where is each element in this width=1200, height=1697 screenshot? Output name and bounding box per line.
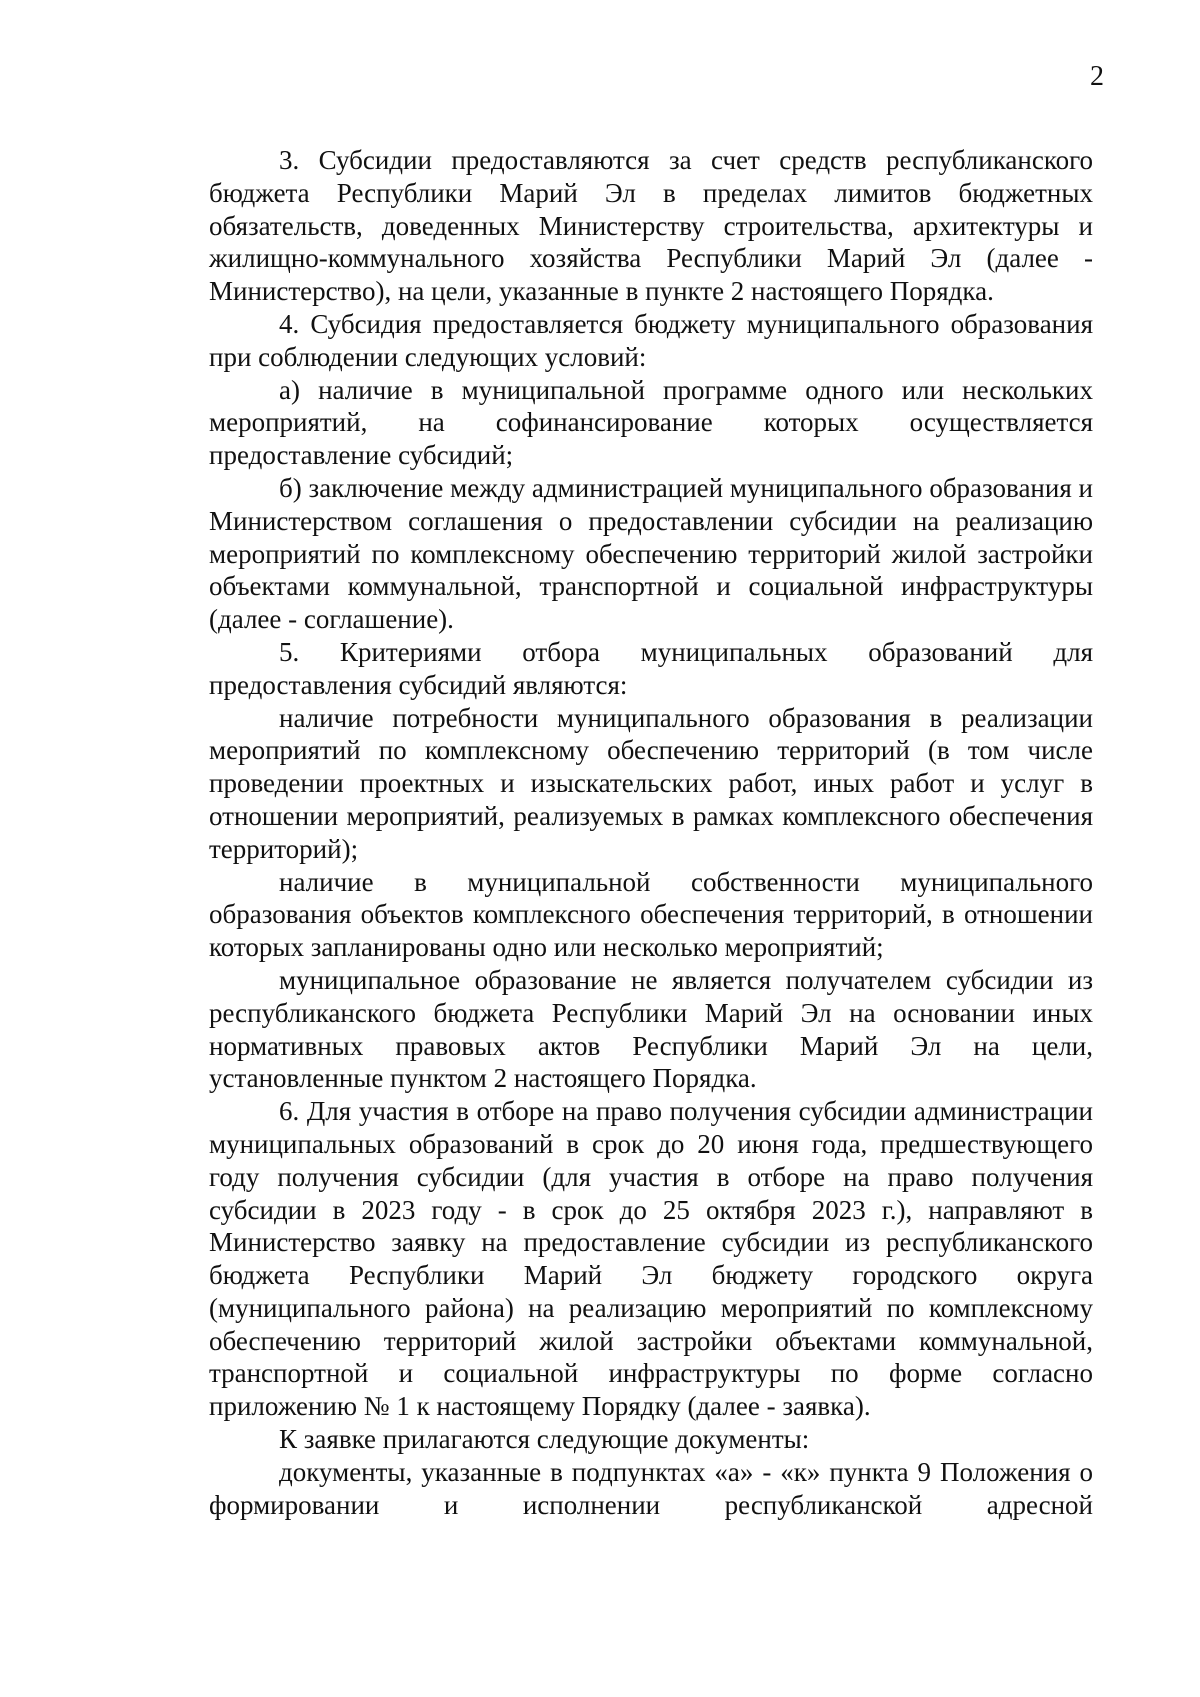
document-body (209, 144, 1093, 1521)
paragraph-6: 6. Для участия в отборе на право получения субсидии администрации муниципальных образований в срок до 20 июня года, предшествующего году получения субсидии (для участия в отборе на право получения субсидии в 2023 году - в срок до 25 октября 2023 г.), направляют в Министерство заявку на предоставление субсидии из республиканского бюджета Республики Марий Эл бюджету городского округа (муниципального района) на реализацию мероприятий по комплексному обеспечению территорий жилой застройки объектами коммунальной, транспортной и социальной инфраструктуры по форме согласно приложению № 1 к настоящему Порядку (далее - заявка). (209, 1096, 1093, 1422)
paragraph-4a: а) наличие в муниципальной программе одного или нескольких мероприятий, на софинансирование которых осуществляется предоставление субсидий; (209, 374, 1093, 471)
paragraph-3: 3. Субсидии предоставляются за счет средств республиканского бюджета Республики Марий Эл в пределах лимитов бюджетных обязательств, доведенных Министерству строительства, архитектуры и жилищно-коммунального хозяйства Республики Марий Эл (далее - Министерство), на цели, указанные в пункте 2 настоящего Порядка. (209, 145, 1093, 307)
paragraph-4b: б) заключение между администрацией муниципального образования и Министерством соглашения о предоставлении субсидии на реализацию мероприятий по комплексному обеспечению территорий жилой застройки объектами коммунальной, транспортной и социальной инфраструктуры (далее - соглашение). (209, 472, 1093, 635)
paragraph-attachments-intro: К заявке прилагаются следующие документы: (279, 1424, 810, 1455)
paragraph-5: 5. Критериями отбора муниципальных образований для предоставления субсидий являются: (209, 636, 1093, 700)
paragraph-5-criterion-2: наличие в муниципальной собственности муниципального образования объектов комплексного обеспечения территорий, в отношении которых запланированы одно или несколько мероприятий; (209, 866, 1093, 963)
paragraph-4: 4. Субсидия предоставляется бюджету муниципального образования при соблюдении следующих условий: (209, 308, 1093, 372)
paragraph-attachments-documents: документы, указанные в подпунктах «а» - «к» пункта 9 Положения о формировании и исполнении республиканской адресной (209, 1456, 1093, 1520)
paragraph-5-criterion-1: наличие потребности муниципального образования в реализации мероприятий по комплексному обеспечению территорий (в том числе проведении проектных и изыскательских работ, иных работ и услуг в отношении мероприятий, реализуемых в рамках комплексного обеспечения территорий); (209, 702, 1093, 864)
paragraph-5-criterion-3: муниципальное образование не является получателем субсидии из республиканского бюджета Республики Марий Эл на основании иных нормативных правовых актов Республики Марий Эл на цели, установленные пунктом 2 настоящего Порядка. (209, 964, 1093, 1094)
page-number: 2 (1090, 61, 1104, 92)
